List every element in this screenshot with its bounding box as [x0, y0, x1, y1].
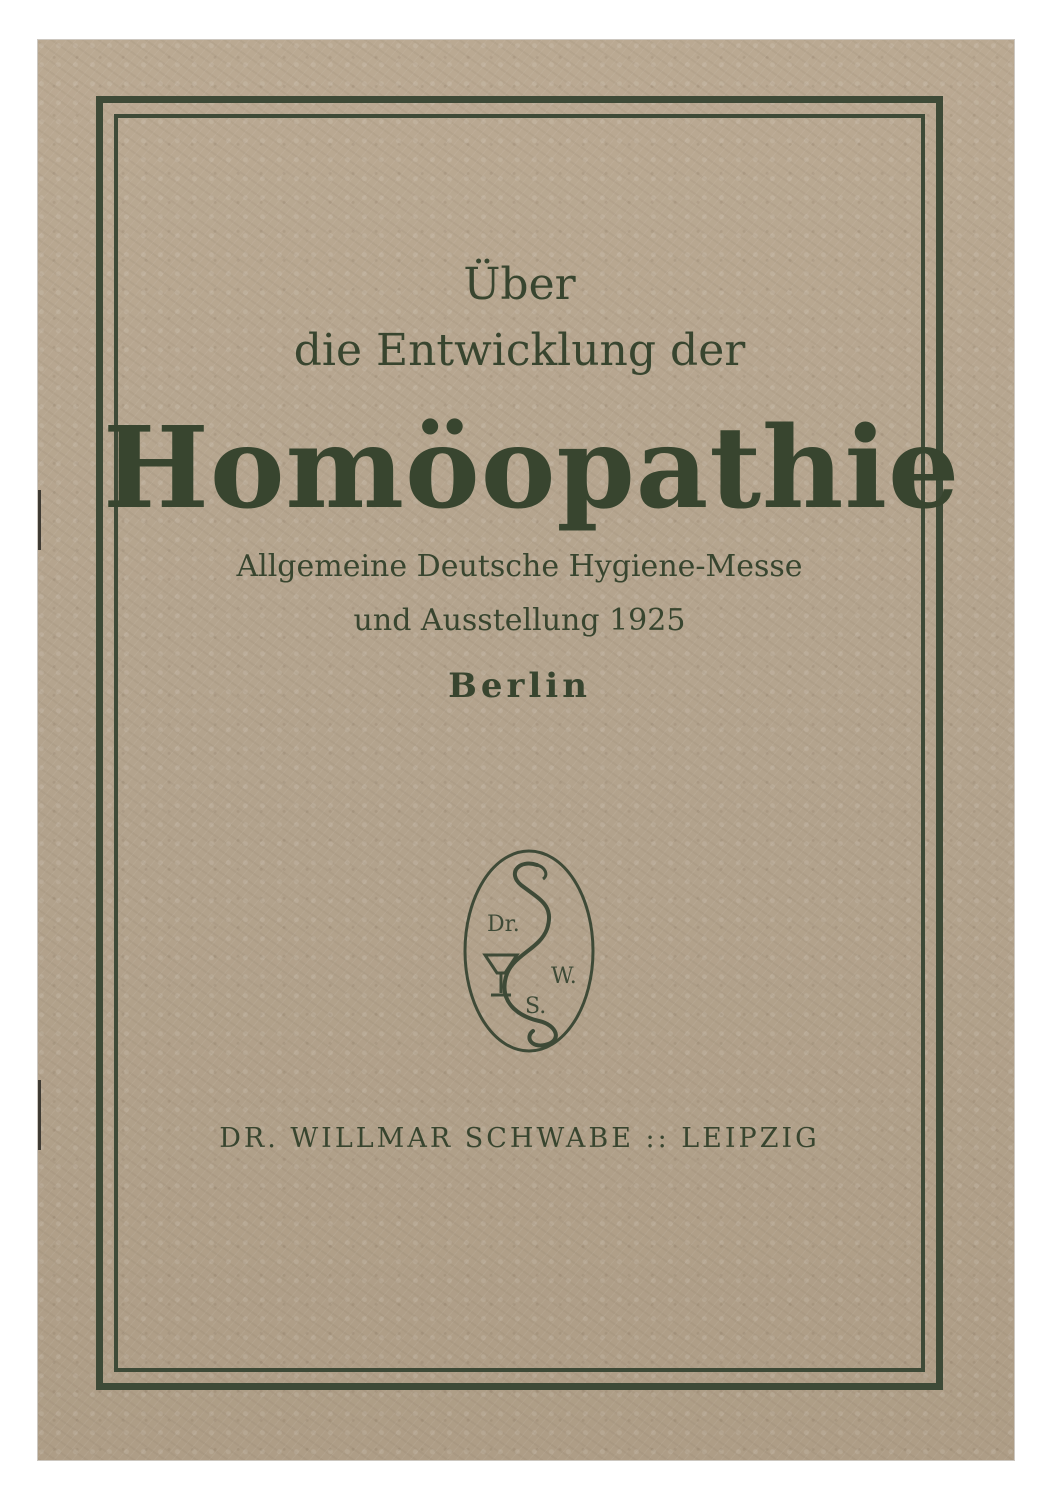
subtitle-line-2: und Ausstellung 1925 — [353, 603, 686, 638]
staple-mark — [38, 1080, 41, 1150]
booklet-cover — [38, 40, 1014, 1460]
cover-frame — [96, 96, 961, 1390]
monogram-dr: Dr. — [487, 912, 520, 937]
monogram-w: W. — [551, 964, 577, 989]
monogram-s: S. — [525, 994, 547, 1019]
publisher-line: DR. WILLMAR SCHWABE :: LEIPZIG — [219, 1123, 820, 1154]
staple-mark — [38, 490, 41, 550]
main-title: Homöopathie — [103, 403, 961, 534]
title-line-entwicklung: die Entwicklung der — [293, 325, 746, 376]
title-line-uber: Über — [463, 259, 576, 310]
serpent-cup-emblem-icon — [459, 845, 599, 1057]
subtitle-line-1: Allgemeine Deutsche Hygiene-Messe — [236, 549, 803, 584]
city-label: Berlin — [448, 666, 591, 706]
